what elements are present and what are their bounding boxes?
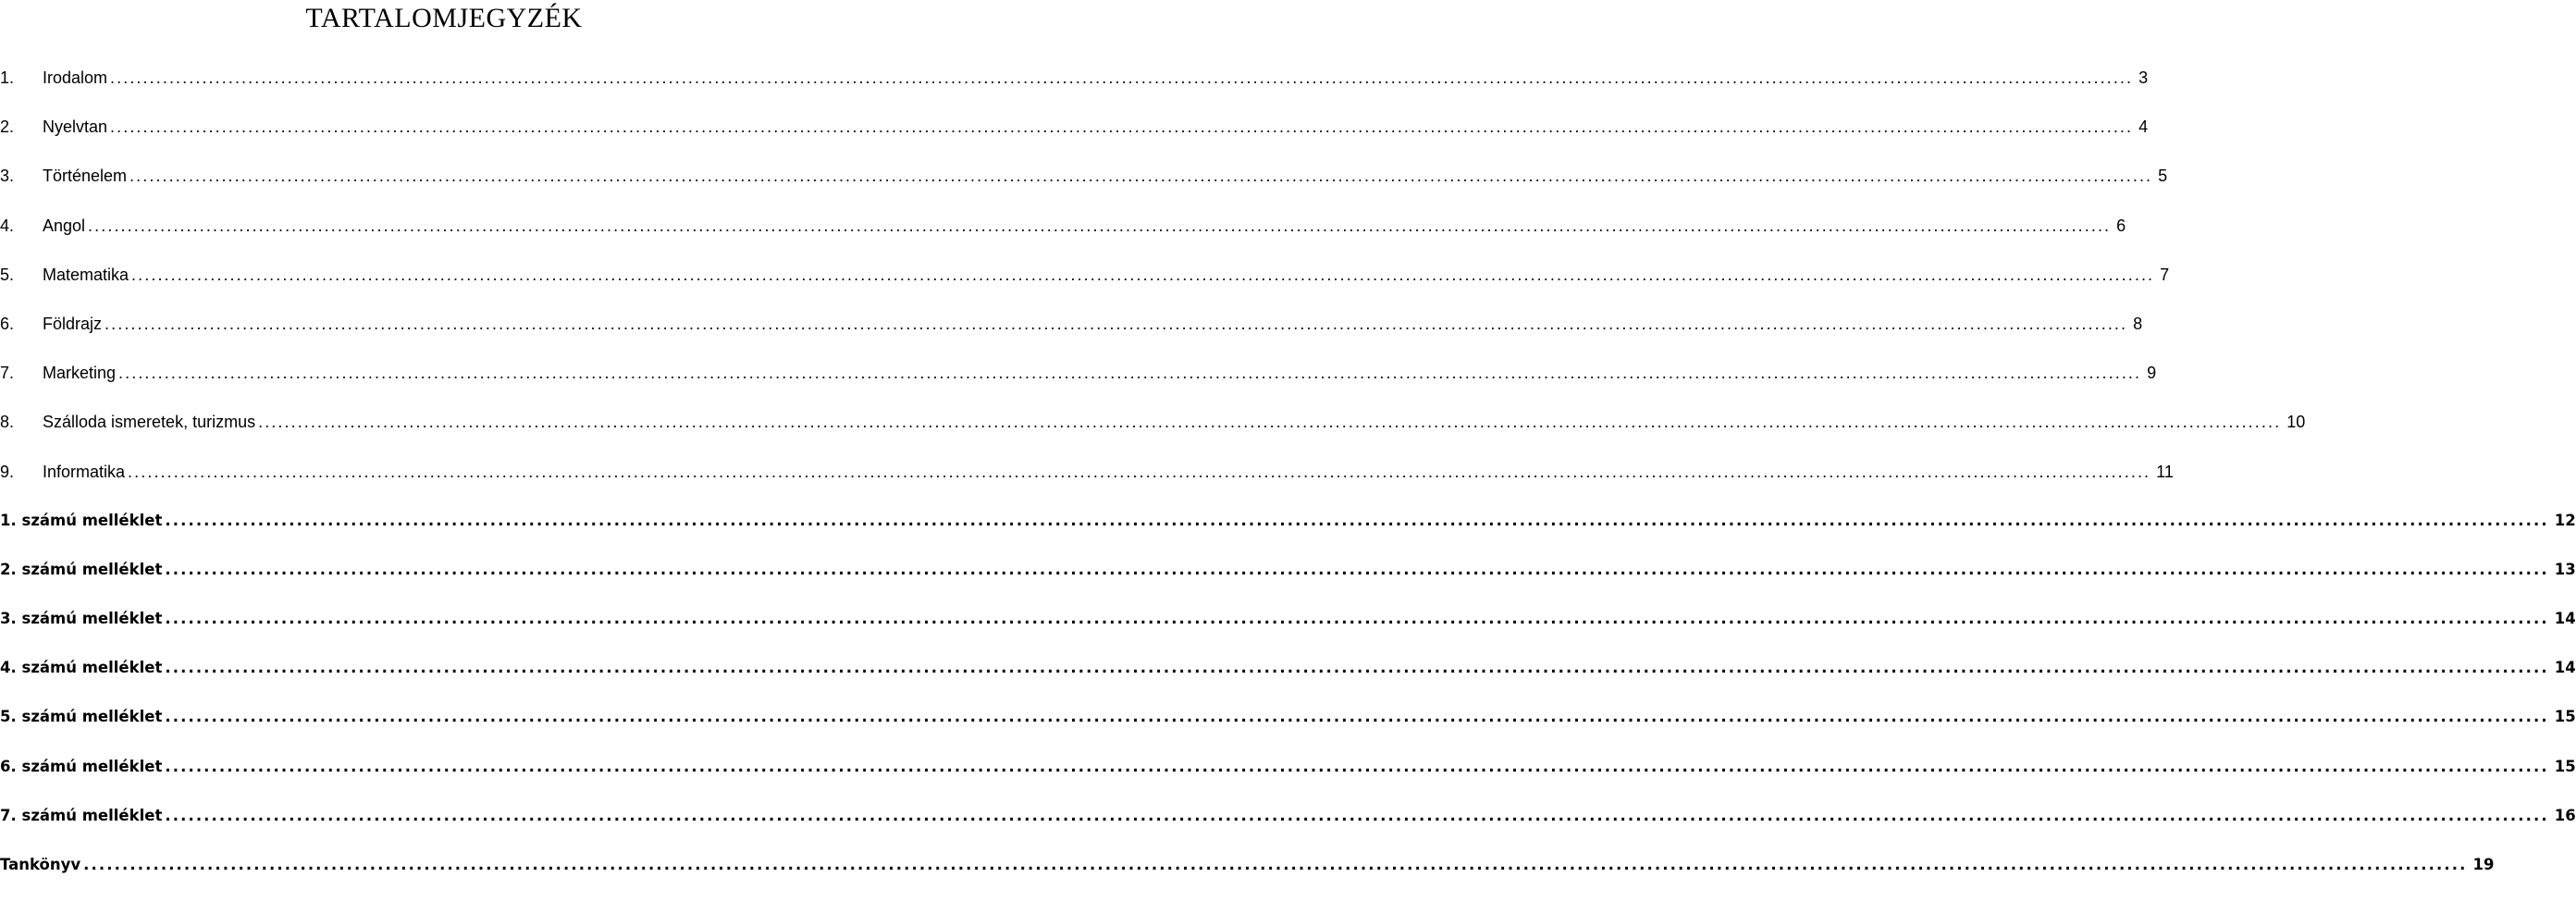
toc-entry-informatika[interactable]	[0, 460, 2174, 484]
toc-entry-page: 5	[2158, 167, 2168, 186]
toc-entry-label: Történelem	[43, 167, 128, 186]
toc-entry-label: Irodalom	[43, 68, 108, 87]
toc-entry-foldrajz[interactable]	[0, 312, 2143, 336]
toc-entry-label: 4. számú melléklet	[0, 659, 163, 677]
toc-entry-label: Tankönyv	[0, 856, 81, 873]
toc-appendix-4[interactable]	[0, 656, 2576, 680]
toc-title: TARTALOMJEGYZÉK	[305, 3, 583, 33]
toc-entry-page: 3	[2138, 68, 2149, 87]
dot-leader	[88, 214, 2111, 238]
toc-appendix-3[interactable]	[0, 607, 2576, 631]
dot-leader	[83, 853, 2467, 877]
toc-entry-tortenelem[interactable]	[0, 164, 2168, 188]
dot-leader	[128, 460, 2151, 484]
toc-appendix-5[interactable]	[0, 705, 2576, 729]
toc-appendix-7[interactable]	[0, 804, 2576, 828]
toc-entry-number: 1.	[0, 68, 15, 87]
dot-leader	[258, 410, 2281, 434]
toc-entry-label: Szálloda ismeretek, turizmus	[43, 413, 256, 432]
toc-entry-label: 7. számú melléklet	[0, 806, 163, 824]
dot-leader	[165, 509, 2548, 533]
toc-entry-label: 2. számú melléklet	[0, 560, 163, 578]
toc-entry-page: 11	[2156, 462, 2174, 481]
dot-leader	[165, 656, 2548, 680]
toc-entry-label: 5. számú melléklet	[0, 708, 163, 726]
dot-leader	[165, 607, 2548, 631]
dot-leader	[165, 705, 2548, 729]
toc-entry-label: 3. számú melléklet	[0, 610, 163, 628]
toc-entry-number: 7.	[0, 364, 15, 383]
toc-entry-szalloda[interactable]	[0, 410, 2306, 434]
toc-list	[0, 66, 2576, 902]
toc-entry-page: 6	[2116, 216, 2126, 235]
toc-entry-marketing[interactable]	[0, 361, 2157, 385]
toc-entry-page: 19	[2472, 856, 2495, 873]
toc-entry-number: 4.	[0, 216, 15, 235]
toc-entry-page: 8	[2133, 314, 2143, 333]
toc-entry-page: 10	[2286, 413, 2306, 432]
toc-entry-label: Angol	[43, 216, 86, 235]
toc-entry-number: 3.	[0, 167, 15, 186]
toc-appendix-1[interactable]	[0, 509, 2576, 533]
toc-entry-page: 15	[2554, 757, 2576, 775]
toc-entry-angol[interactable]	[0, 214, 2126, 238]
toc-entry-page: 14	[2554, 659, 2576, 677]
toc-entry-page: 13	[2554, 560, 2576, 578]
dot-leader	[165, 755, 2548, 779]
dot-leader	[118, 361, 2141, 385]
toc-entry-irodalom[interactable]	[0, 66, 2149, 90]
toc-entry-number: 9.	[0, 462, 15, 481]
toc-entry-label: 1. számú melléklet	[0, 511, 163, 529]
toc-entry-label: Informatika	[43, 462, 126, 481]
toc-appendix-2[interactable]	[0, 558, 2576, 582]
toc-entry-label: Marketing	[43, 364, 117, 383]
toc-entry-number: 8.	[0, 413, 15, 432]
toc-entry-page: 9	[2147, 364, 2157, 383]
dot-leader	[129, 164, 2152, 188]
toc-entry-page: 14	[2554, 610, 2576, 628]
dot-leader	[165, 558, 2548, 582]
toc-entry-number: 6.	[0, 314, 15, 333]
toc-entry-page: 16	[2554, 806, 2576, 824]
dot-leader	[131, 263, 2154, 287]
dot-leader	[105, 312, 2127, 336]
dot-leader	[165, 804, 2548, 828]
dot-leader	[110, 115, 2133, 139]
toc-entry-label: Nyelvtan	[43, 117, 108, 137]
toc-entry-label: Földrajz	[43, 314, 103, 333]
toc-entry-page: 12	[2554, 511, 2576, 529]
toc-entry-nyelvtan[interactable]	[0, 115, 2149, 139]
toc-entry-page: 7	[2160, 265, 2170, 284]
toc-entry-label: 6. számú melléklet	[0, 757, 163, 775]
toc-entry-number: 5.	[0, 265, 15, 284]
toc-entry-number: 2.	[0, 117, 15, 137]
toc-entry-matematika[interactable]	[0, 263, 2170, 287]
toc-entry-label: Matematika	[43, 265, 129, 284]
toc-entry-tankonyv[interactable]	[0, 853, 2495, 877]
toc-appendix-6[interactable]	[0, 755, 2576, 779]
toc-entry-page: 4	[2138, 117, 2149, 137]
dot-leader	[110, 66, 2133, 90]
toc-entry-page: 15	[2554, 708, 2576, 726]
